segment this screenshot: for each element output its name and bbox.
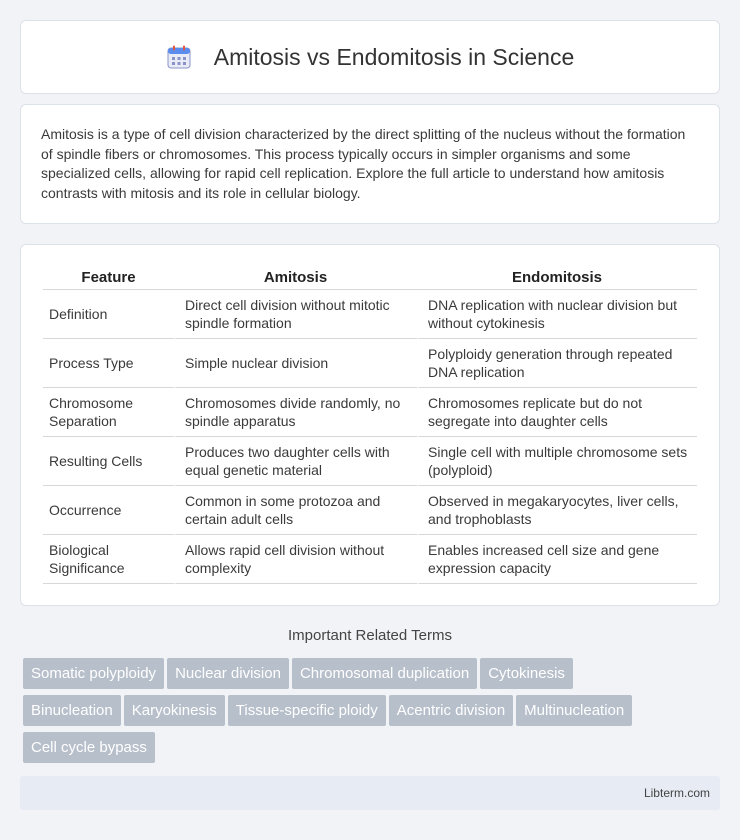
table-row — [43, 437, 697, 486]
footer-link[interactable]: Libterm.com — [643, 786, 710, 800]
tag-multinucleation[interactable]: Multinucleation — [516, 695, 632, 726]
feature-cell: Occurrence — [43, 486, 174, 535]
header-card — [20, 20, 720, 94]
tag-cell-cycle-bypass[interactable]: Cell cycle bypass — [23, 732, 155, 763]
feature-cell: Resulting Cells — [43, 437, 174, 486]
page-title: Amitosis vs Endomitosis in Science — [213, 43, 575, 70]
endomitosis-cell: Chromosomes replicate but do not segregate into daughter cells — [417, 388, 697, 437]
tag-tissue-specific-ploidy[interactable]: Tissue-specific ploidy — [228, 695, 386, 726]
tag-karyokinesis[interactable]: Karyokinesis — [124, 695, 225, 726]
amitosis-cell: Chromosomes divide randomly, no spindle apparatus — [174, 388, 417, 437]
table-row — [43, 486, 697, 535]
comparison-card — [20, 244, 720, 606]
endomitosis-cell: Enables increased cell size and gene expression capacity — [417, 535, 697, 584]
comparison-table — [43, 265, 697, 584]
footer — [20, 776, 720, 810]
amitosis-cell: Common in some protozoa and certain adult cells — [174, 486, 417, 535]
feature-cell: Biological Significance — [43, 535, 174, 584]
calendar-icon — [166, 44, 192, 70]
header-feature: Feature — [43, 265, 174, 290]
table-row — [43, 535, 697, 584]
amitosis-cell: Produces two daughter cells with equal genetic material — [174, 437, 417, 486]
tag-somatic-polyploidy[interactable]: Somatic polyploidy — [23, 658, 164, 689]
tag-chromosomal-duplication[interactable]: Chromosomal duplication — [292, 658, 477, 689]
tag-binucleation[interactable]: Binucleation — [23, 695, 121, 726]
table-row — [43, 290, 697, 339]
tag-acentric-division[interactable]: Acentric division — [389, 695, 513, 726]
amitosis-cell: Allows rapid cell division without complexity — [174, 535, 417, 584]
header-endomitosis: Endomitosis — [417, 265, 697, 290]
feature-cell: Chromosome Separation — [43, 388, 174, 437]
amitosis-cell: Direct cell division without mitotic spindle formation — [174, 290, 417, 339]
feature-cell: Definition — [43, 290, 174, 339]
endomitosis-cell: Polyploidy generation through repeated DNA replication — [417, 339, 697, 388]
tag-cytokinesis[interactable]: Cytokinesis — [480, 658, 573, 689]
intro-text: Amitosis is a type of cell division characterized by the direct splitting of the nucleus without the formation of spindle fibers or chromosomes. This process typically occurs in simpler organisms and some specialized cells, allowing for rapid cell replication. Explore the full article to understand how amitosis contrasts with mitosis and its role in cellular biology. — [41, 126, 686, 201]
endomitosis-cell: Single cell with multiple chromosome sets (polyploid) — [417, 437, 697, 486]
tag-nuclear-division[interactable]: Nuclear division — [167, 658, 289, 689]
table-header-row — [43, 265, 697, 290]
amitosis-cell: Simple nuclear division — [174, 339, 417, 388]
table-row — [43, 339, 697, 388]
table-row — [43, 388, 697, 437]
related-terms-title: Important Related Terms — [288, 627, 452, 644]
endomitosis-cell: DNA replication with nuclear division but without cytokinesis — [417, 290, 697, 339]
related-terms-list — [23, 658, 723, 769]
endomitosis-cell: Observed in megakaryocytes, liver cells, and trophoblasts — [417, 486, 697, 535]
feature-cell: Process Type — [43, 339, 174, 388]
intro-card — [20, 104, 720, 224]
header-amitosis: Amitosis — [174, 265, 417, 290]
